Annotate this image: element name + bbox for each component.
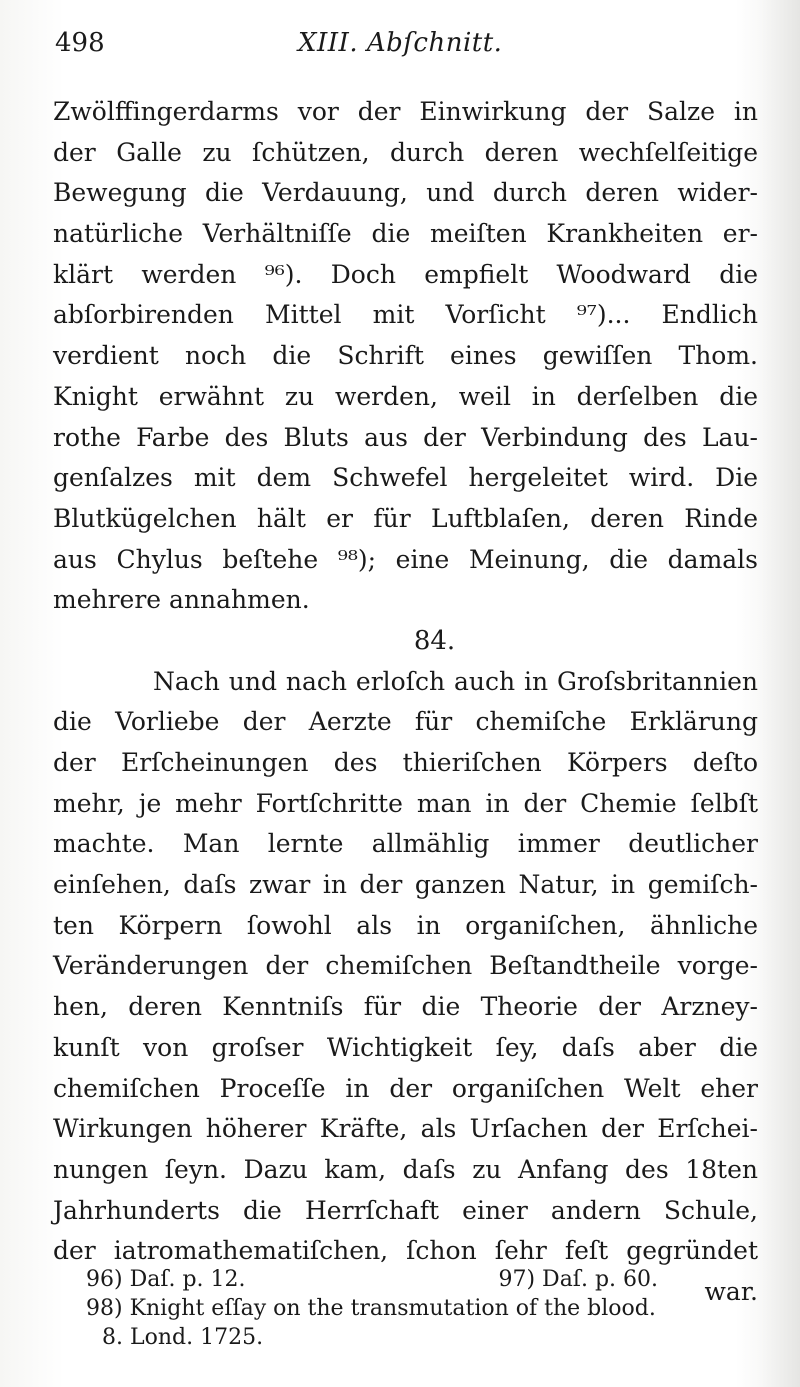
footnote-row: [86, 1265, 758, 1294]
text-line: chemiſchen Proceſſe in der organiſchen Welt eher: [53, 1073, 758, 1103]
text-line: aus Chylus beſtehe ⁹⁸); eine Meinung, die damals: [53, 544, 758, 574]
footnote-98: 98) Knight eſſay on the transmutation of the blood.: [86, 1296, 656, 1321]
text-line: verdient noch die Schrift eines gewiſſen Thom.: [53, 341, 758, 371]
text-line: ten Körpern ſowohl als in organiſchen, ähnliche: [53, 910, 758, 940]
text-line: die Vorliebe der Aerzte für chemiſche Erklärung: [53, 707, 758, 737]
text-line: hen, deren Kenntniſs für die Theorie der Arzney-: [53, 992, 758, 1022]
text-line: machte. Man lernte allmählig immer deutlicher: [53, 829, 758, 859]
text-line: Jahrhunderts die Herrſchaft einer andern Schule,: [53, 1195, 758, 1225]
text-line: mehrere annahmen.: [53, 585, 310, 615]
text-line: Veränderungen der chemiſchen Beſtandtheile vorge-: [53, 951, 758, 981]
text-line: Zwölffingerdarms vor der Einwirkung der Salze in: [53, 97, 758, 126]
text-line: rothe Farbe des Bluts aus der Verbindung des Lau-: [53, 422, 758, 452]
running-head: XIII. Abſchnitt.: [298, 28, 503, 58]
text-line: kunſt von groſser Wichtigkeit ſey, daſs aber die: [53, 1032, 758, 1062]
footnote-96: 96) Daſ. p. 12.: [86, 1267, 246, 1292]
body-text: [53, 92, 758, 1313]
text-line: abſorbirenden Mittel mit Vorſicht ⁹⁷)... Endlich: [53, 300, 758, 330]
section-number: 84.: [413, 625, 456, 656]
text-line: der iatromathematiſchen, ſchon ſehr feſt gegründet: [53, 1236, 758, 1266]
footnote-98-continuation: 8. Lond. 1725.: [102, 1325, 264, 1350]
text-line: Knight erwähnt zu werden, weil in derſelben die: [53, 381, 758, 411]
text-line: klärt werden ⁹⁶). Doch empfielt Woodward die: [53, 259, 758, 289]
text-line: einſehen, daſs zwar in der ganzen Natur, in gemiſch-: [53, 870, 758, 900]
footnotes: [86, 1265, 758, 1352]
text-line: Bewegung die Verdauung, und durch deren wider-: [53, 178, 758, 208]
text-line: nungen ſeyn. Dazu kam, daſs zu Anfang des 18ten: [53, 1154, 758, 1184]
text-line: Wirkungen höherer Kräfte, als Urſachen der Erſchei-: [53, 1114, 758, 1144]
text-line: mehr, je mehr Fortſchritte man in der Chemie ſelbſt: [53, 788, 758, 818]
text-line: der Erſcheinungen des thieriſchen Körpers deſto: [53, 748, 758, 777]
text-line: Blutkügelchen hält er für Luftblaſen, deren Rinde: [53, 503, 758, 533]
text-line: der Galle zu ſchützen, durch deren wechſelſeitige: [53, 137, 758, 167]
text-line: genſalzes mit dem Schwefel hergeleitet wird. Die: [53, 463, 758, 493]
page-number: 498: [55, 28, 105, 58]
page-edge-shadow: [760, 0, 800, 1387]
text-line: natürliche Verhältniſſe die meiſten Krankheiten er-: [53, 219, 758, 249]
page-header: [55, 28, 755, 68]
text-line: war.: [704, 1276, 758, 1306]
footnote-97: 97) Daſ. p. 60.: [498, 1267, 658, 1292]
text-line: Nach und nach erloſch auch in Groſsbritannien: [153, 666, 758, 696]
